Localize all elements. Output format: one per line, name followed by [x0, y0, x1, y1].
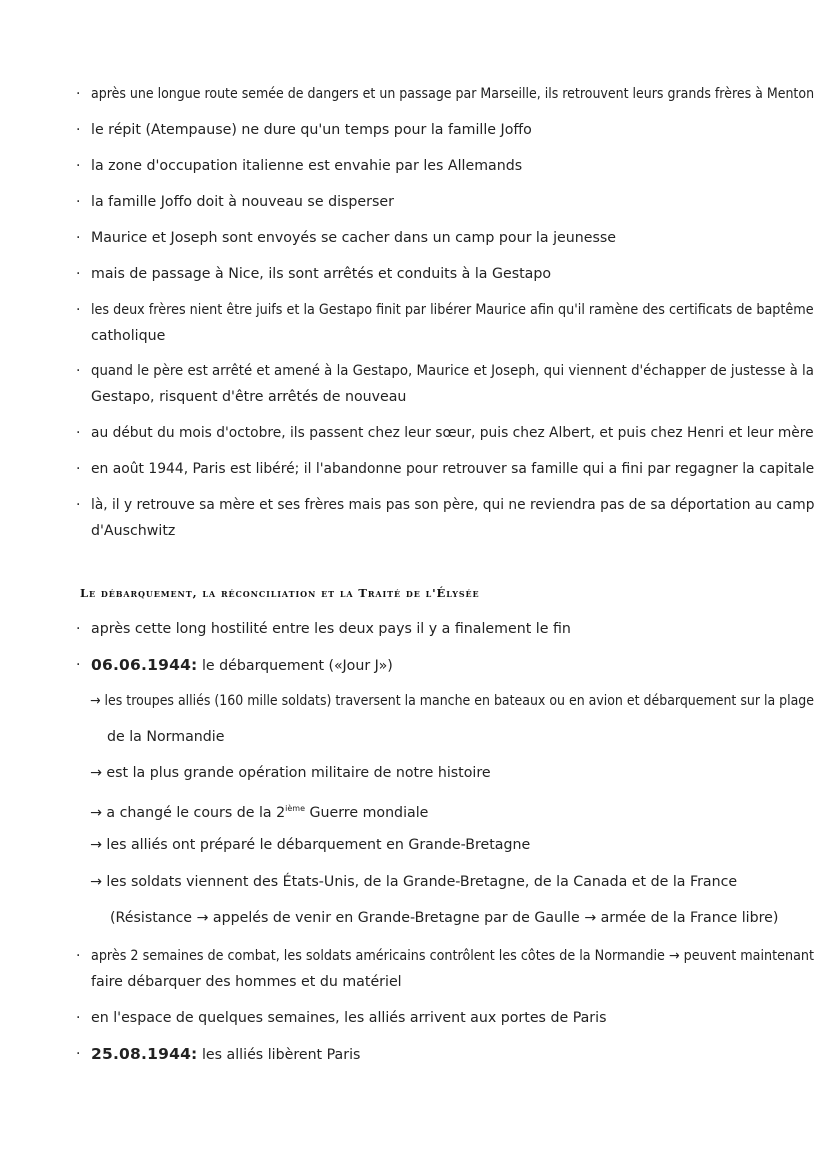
list-item-text-continued: catholique: [91, 328, 166, 344]
ordinal-superscript: ième: [285, 804, 305, 813]
event-date: 06.06.1944:: [91, 656, 198, 674]
list-item-text: au début du mois d'octobre, ils passent chez leur sœur, puis chez Albert, et puis chez Henri et leur mère: [91, 425, 814, 441]
event-text: le débarquement («Jour J»): [197, 658, 393, 674]
arrow-text: les troupes alliés (160 mille soldats) traversent la manche en bateaux ou en avion et débarquement sur la plage: [104, 693, 814, 709]
list-item: [0, 943, 828, 995]
bullet-marker: ·: [76, 194, 81, 210]
event-line: [91, 1041, 360, 1068]
arrow-line: [90, 832, 530, 858]
list-item-text-continued: Gestapo, risquent d'être arrêtés de nouveau: [91, 389, 407, 405]
arrow-line: [90, 796, 428, 826]
bullet-marker: ·: [76, 86, 81, 102]
arrow-text: est la plus grande opération militaire de notre histoire: [106, 765, 491, 781]
bullet-marker: ·: [76, 461, 81, 477]
list-item: [0, 358, 828, 410]
bullet-marker: ·: [76, 158, 81, 174]
arrow-icon: →: [90, 837, 102, 853]
bullet-marker: ·: [76, 1010, 81, 1026]
bullet-marker: ·: [76, 621, 81, 637]
arrow-icon: →: [90, 874, 102, 890]
list-item-text: après cette long hostilité entre les deux pays il y a finalement le fin: [91, 621, 571, 637]
list-item-text: la zone d'occupation italienne est envahie par les Allemands: [91, 158, 523, 174]
arrow-line: [90, 760, 491, 786]
list-item-text: en l'espace de quelques semaines, les alliés arrivent aux portes de Paris: [91, 1010, 607, 1026]
list-item-text: après une longue route semée de dangers et un passage par Marseille, ils retrouvent leurs grands frères à Menton: [91, 86, 815, 102]
arrow-icon: →: [90, 765, 102, 781]
list-item-text: Maurice et Joseph sont envoyés se cacher dans un camp pour la jeunesse: [91, 230, 616, 246]
list-item: [0, 492, 828, 544]
list-item-text: mais de passage à Nice, ils sont arrêtés et conduits à la Gestapo: [91, 266, 552, 282]
bullet-marker: ·: [76, 122, 81, 138]
bullet-marker: ·: [76, 230, 81, 246]
list-item-text: les deux frères nient être juifs et la Gestapo finit par libérer Maurice afin qu'il ramène des certificats de baptême: [91, 302, 814, 318]
bullet-marker: ·: [76, 1046, 81, 1062]
event-date: 25.08.1944:: [91, 1045, 198, 1063]
list-item-text: quand le père est arrêté et amené à la Gestapo, Maurice et Joseph, qui viennent d'échapper de justesse à la: [91, 363, 814, 379]
bullet-marker: ·: [76, 425, 81, 441]
arrow-icon: →: [90, 693, 101, 709]
list-item: [0, 297, 828, 349]
arrow-text: les alliés ont préparé le débarquement en Grande-Bretagne: [106, 837, 531, 853]
list-item-text: la famille Joffo doit à nouveau se disperser: [91, 194, 394, 210]
bullet-marker: ·: [76, 363, 81, 379]
list-item-text-continued: faire débarquer des hommes et du matériel: [91, 974, 402, 990]
bullet-marker: ·: [76, 948, 81, 964]
arrow-text-continued: de la Normandie: [107, 729, 225, 745]
event-text: les alliés libèrent Paris: [197, 1047, 361, 1063]
section-heading: Le débarquement, la réconciliation et la Traité de l'Élysée: [80, 586, 480, 600]
event-line: [91, 652, 393, 679]
arrow-line: [90, 869, 737, 895]
bullet-marker: ·: [76, 266, 81, 282]
arrow-note-text: (Résistance → appelés de venir en Grande-Bretagne par de Gaulle → armée de la France libre): [110, 910, 779, 926]
arrow-line: [90, 688, 814, 714]
bullet-marker: ·: [76, 497, 81, 513]
list-item-text: en août 1944, Paris est libéré; il l'abandonne pour retrouver sa famille qui a fini par regagner la capitale: [91, 461, 815, 477]
list-item-text: le répit (Atempause) ne dure qu'un temps pour la famille Joffo: [91, 122, 532, 138]
list-item-text-continued: d'Auschwitz: [91, 523, 176, 539]
list-item-text: après 2 semaines de combat, les soldats américains contrôlent les côtes de la Normandie → peuvent maintenant: [91, 948, 814, 964]
list-item-text: là, il y retrouve sa mère et ses frères mais pas son père, qui ne reviendra pas de sa déportation au camp: [91, 497, 815, 513]
arrow-icon: →: [90, 805, 102, 821]
bullet-marker: ·: [76, 657, 81, 673]
arrow-text-end: Guerre mondiale: [305, 805, 429, 821]
arrow-text: les soldats viennent des États-Unis, de la Grande-Bretagne, de la Canada et de la France: [106, 874, 738, 890]
arrow-text: a changé le cours de la 2: [106, 805, 286, 821]
bullet-marker: ·: [76, 302, 81, 318]
